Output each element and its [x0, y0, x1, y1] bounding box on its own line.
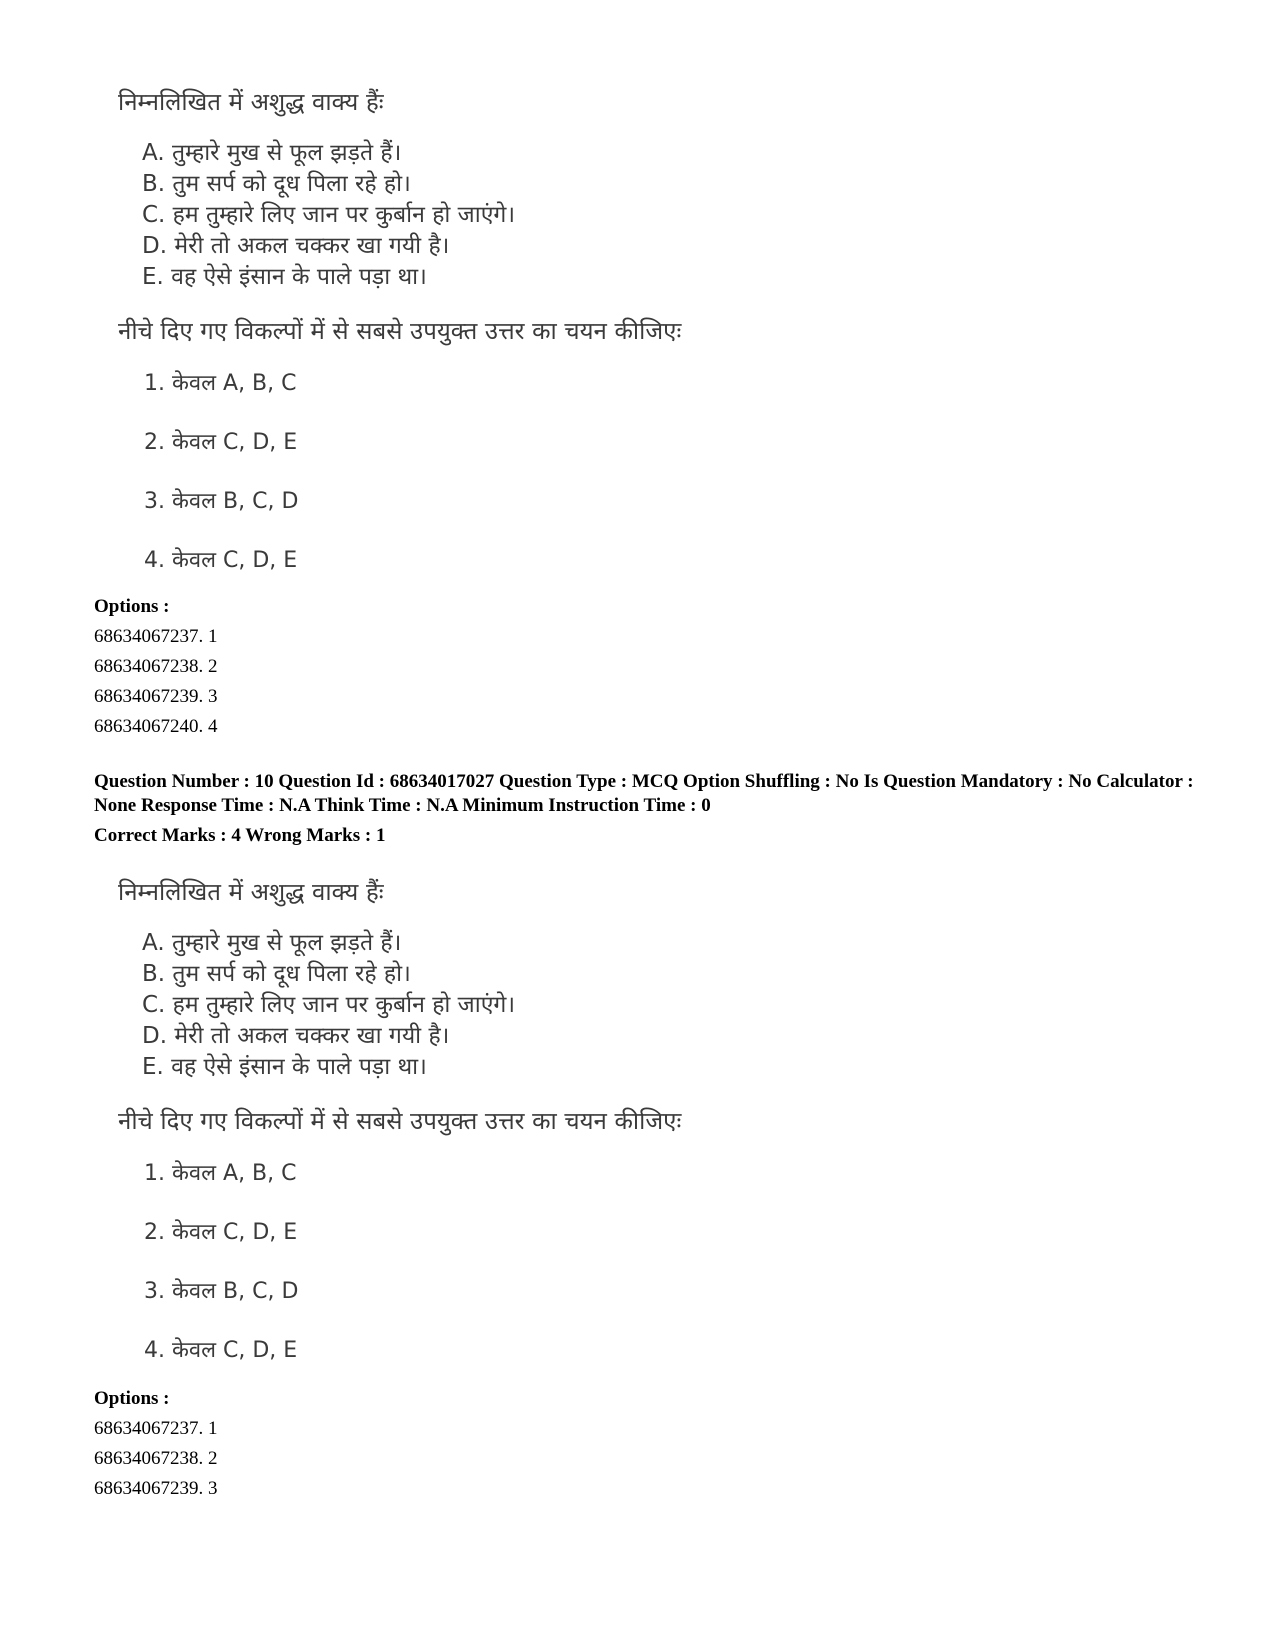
- option-item: 68634067238. 2: [94, 656, 218, 677]
- choice-list: [144, 367, 758, 603]
- statement-e: E. वह ऐसे इंसान के पाले पड़ा था।: [142, 1054, 427, 1080]
- option-item: 68634067237. 1: [94, 626, 218, 647]
- question-stem: निम्नलिखित में अशुद्ध वाक्य हैंः: [118, 88, 384, 116]
- statement-a: A. तुम्हारे मुख से फूल झड़ते हैं।: [142, 930, 402, 956]
- choice-list: [144, 1157, 758, 1393]
- statement-c: C. हम तुम्हारे लिए जान पर कुर्बान हो जाएंगे।: [142, 992, 516, 1018]
- instruction-text: नीचे दिए गए विकल्पों में से सबसे उपयुक्त उत्तर का चयन कीजिएः: [118, 317, 682, 345]
- options-list-1: [94, 592, 218, 742]
- choice-4: 4. केवल C, D, E: [144, 1338, 298, 1363]
- statement-d: D. मेरी तो अकल चक्कर खा गयी है।: [142, 233, 450, 259]
- question-image-1: [118, 86, 758, 603]
- option-item: 68634067237. 1: [94, 1418, 218, 1439]
- options-heading: Options :: [94, 596, 170, 617]
- option-item: 68634067238. 2: [94, 1448, 218, 1469]
- option-item: 68634067239. 3: [94, 1478, 218, 1499]
- options-list-2: [94, 1384, 218, 1504]
- option-item: 68634067239. 3: [94, 686, 218, 707]
- statement-c: C. हम तुम्हारे लिए जान पर कुर्बान हो जाएंगे।: [142, 202, 516, 228]
- instruction-text: नीचे दिए गए विकल्पों में से सबसे उपयुक्त उत्तर का चयन कीजिएः: [118, 1107, 682, 1135]
- choice-2: 2. केवल C, D, E: [144, 430, 298, 455]
- choice-4: 4. केवल C, D, E: [144, 548, 298, 573]
- option-item: 68634067240. 4: [94, 716, 218, 737]
- question-meta-line: Question Number : 10 Question Id : 68634017027 Question Type : MCQ Option Shuffling : No Is Question Mandatory : No Calculator : None Response Time : N.A Think Time : N.A Minimum Instruction Time : 0: [94, 771, 1194, 816]
- choice-3: 3. केवल B, C, D: [144, 1279, 299, 1304]
- statement-a: A. तुम्हारे मुख से फूल झड़ते हैं।: [142, 140, 402, 166]
- choice-3: 3. केवल B, C, D: [144, 489, 299, 514]
- marks-line: Correct Marks : 4 Wrong Marks : 1: [94, 825, 386, 846]
- statement-b: B. तुम सर्प को दूध पिला रहे हो।: [142, 961, 411, 987]
- statement-list: [142, 928, 758, 1083]
- choice-2: 2. केवल C, D, E: [144, 1220, 298, 1245]
- question-image-2: [118, 876, 758, 1393]
- statement-e: E. वह ऐसे इंसान के पाले पड़ा था।: [142, 264, 427, 290]
- statement-d: D. मेरी तो अकल चक्कर खा गयी है।: [142, 1023, 450, 1049]
- choice-1: 1. केवल A, B, C: [144, 1161, 297, 1186]
- question-stem: निम्नलिखित में अशुद्ध वाक्य हैंः: [118, 878, 384, 906]
- statement-b: B. तुम सर्प को दूध पिला रहे हो।: [142, 171, 411, 197]
- options-heading: Options :: [94, 1388, 170, 1409]
- statement-list: [142, 138, 758, 293]
- choice-1: 1. केवल A, B, C: [144, 371, 297, 396]
- question-meta: [94, 770, 1204, 848]
